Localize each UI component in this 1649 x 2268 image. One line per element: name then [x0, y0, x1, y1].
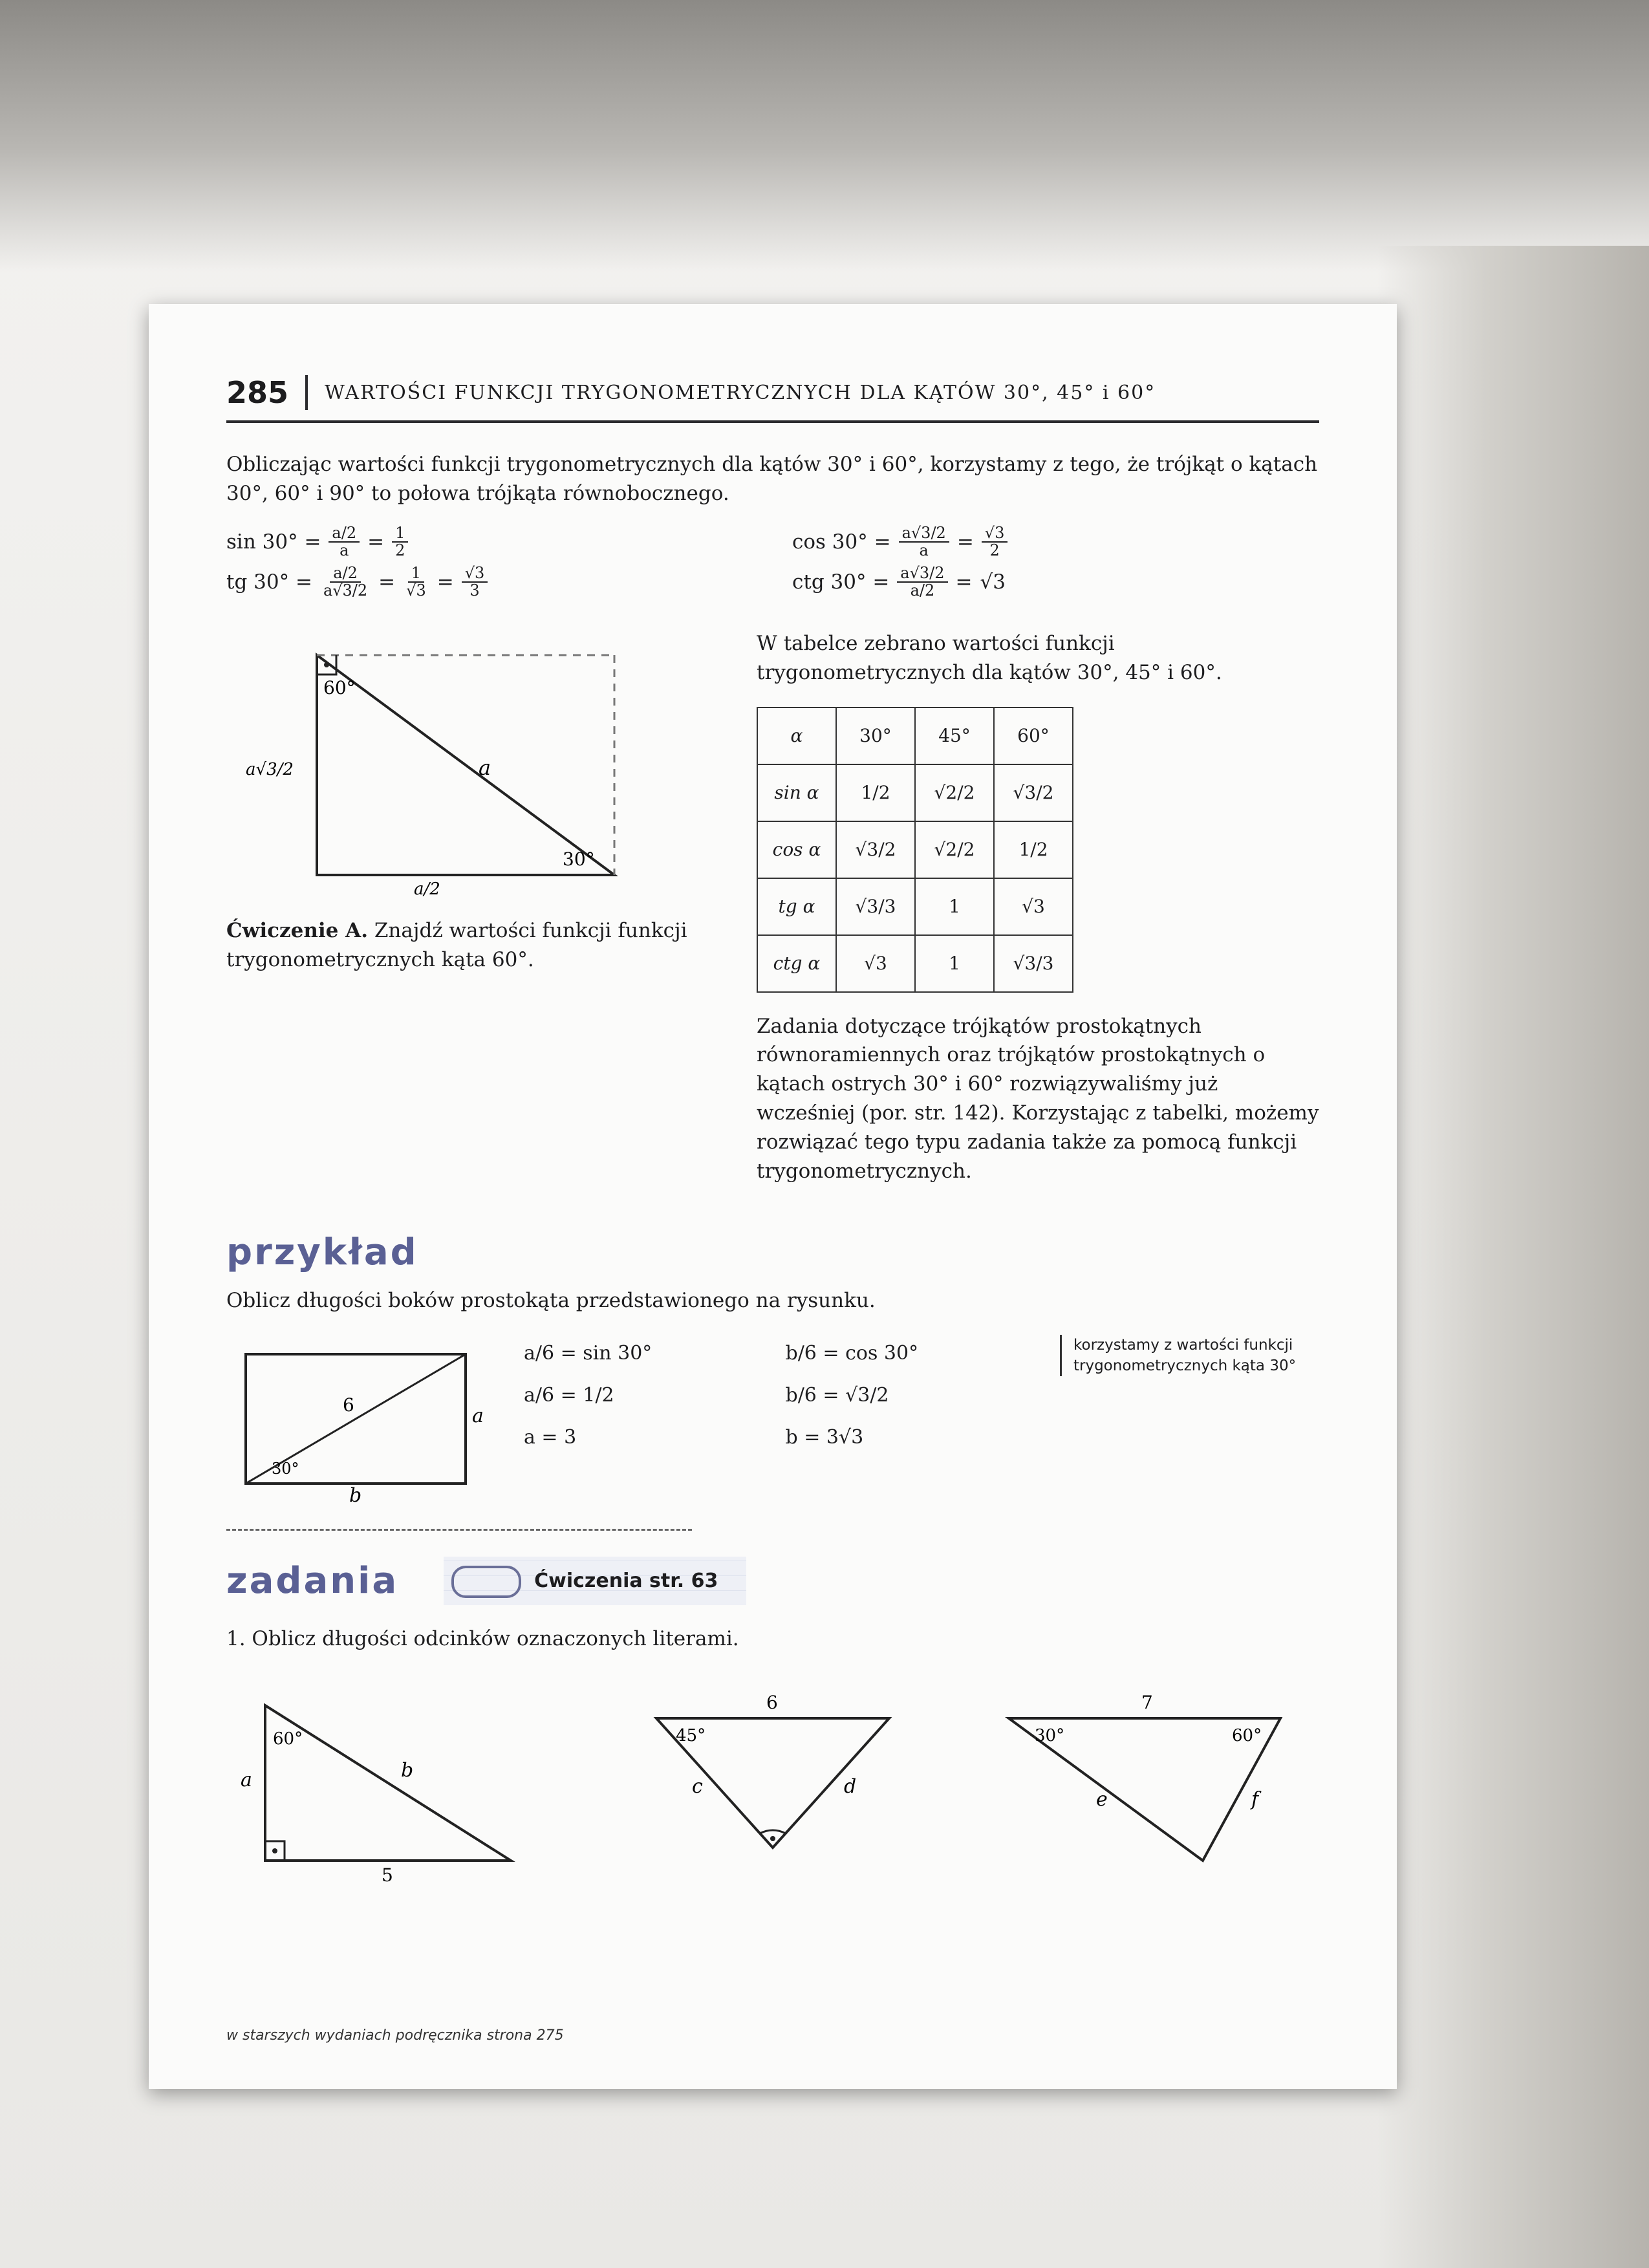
formula-sin30	[226, 525, 753, 559]
left-column	[226, 629, 718, 1187]
half-equilateral-triangle-diagram	[226, 629, 692, 901]
table-cell: √2/2	[915, 821, 994, 878]
table-row	[757, 764, 1073, 821]
table-cell: √3/2	[994, 764, 1073, 821]
equals: =	[367, 530, 385, 554]
intro-paragraph: Obliczając wartości funkcji trygonometrycznych dla kątów 30° i 60°, korzystamy z tego, że trójkąt o kątach 30°, 60° i 90° to połowa trójkąta równobocznego.	[226, 453, 1318, 505]
formula-tg30	[226, 565, 753, 599]
example-content	[226, 1335, 1319, 1503]
textbook-page	[149, 304, 1397, 2089]
triangle-and-table-section	[226, 629, 1319, 1187]
task-1: 1. Oblicz długości odcinków oznaczonych literami.	[226, 1627, 739, 1651]
exercises-reference-tag	[444, 1557, 746, 1605]
exercise-a	[226, 916, 718, 975]
triangle-3-diagram	[983, 1679, 1319, 1886]
fraction	[392, 525, 408, 559]
denominator: 2	[395, 541, 405, 560]
denominator: a	[339, 541, 349, 560]
tri2-d-label: d	[844, 1775, 857, 1798]
tri3-side-7-label: 7	[1141, 1692, 1153, 1713]
numerator: √3	[462, 565, 488, 583]
fraction	[982, 525, 1008, 559]
table-header-row	[757, 707, 1073, 764]
page-title: WARTOŚCI FUNKCJI TRYGONOMETRYCZNYCH DLA KĄTÓW 30°, 45° i 60°	[325, 381, 1156, 404]
triangle-2-diagram	[605, 1679, 941, 1886]
trig-values-table	[757, 707, 1073, 993]
fraction	[329, 525, 360, 559]
rect-diagonal: 6	[343, 1394, 354, 1416]
fraction	[320, 565, 371, 599]
rectangle-diagram	[226, 1335, 485, 1503]
table-cell: 1	[915, 878, 994, 935]
table-header-cell: 45°	[915, 707, 994, 764]
solution-step: b = 3√3	[785, 1426, 864, 1449]
tri3-e-label: e	[1096, 1788, 1108, 1811]
half-base-label: a/2	[414, 879, 440, 899]
table-cell: 1/2	[994, 821, 1073, 878]
table-cell: ctg α	[757, 935, 836, 992]
denominator: 2	[989, 541, 1000, 560]
denominator: a√3/2	[323, 581, 368, 600]
scan-shadow-top	[0, 0, 1649, 272]
table-cell: √3/3	[836, 878, 915, 935]
equals: =	[955, 570, 973, 594]
table-cell: √3/2	[836, 821, 915, 878]
numerator: 1	[408, 565, 424, 583]
fraction	[403, 565, 429, 599]
table-cell: sin α	[757, 764, 836, 821]
table-cell: √3/3	[994, 935, 1073, 992]
formula-ctg30	[792, 565, 1319, 599]
table-row	[757, 878, 1073, 935]
zadania-section-title: zadania	[226, 1560, 399, 1603]
formula-lhs: sin 30° =	[226, 530, 321, 554]
table-header-cell: α	[757, 707, 836, 764]
equals: =	[378, 570, 396, 594]
equals: =	[956, 530, 974, 554]
numerator: a/2	[330, 565, 361, 583]
table-note: Zadania dotyczące trójkątów prostokątnych równoramiennych oraz trójkątów prostokątnych o kątach ostrych 30° i 60° rozwiązywaliśmy już wcześniej (por. str. 142). Korzystając z tabelki, możemy rozwiązać tego typu zadania także za pomocą funkcji trygonometrycznych.	[757, 1014, 1319, 1183]
denominator: a	[919, 541, 929, 560]
tri1-leg-a-label: a	[241, 1769, 252, 1791]
solution-step: a = 3	[524, 1426, 577, 1449]
angle-30-label: 30°	[563, 848, 595, 870]
rect-side-a: a	[472, 1405, 484, 1428]
numerator: √3	[982, 525, 1008, 543]
table-cell: √2/2	[915, 764, 994, 821]
numerator: a√3/2	[899, 525, 949, 543]
page-header	[226, 375, 1319, 423]
tri2-c-label: c	[692, 1775, 703, 1798]
tri3-f-label: f	[1251, 1788, 1259, 1811]
task-1-triangles	[226, 1679, 1319, 1886]
table-row	[757, 935, 1073, 992]
denominator: a/2	[910, 581, 935, 600]
scan-shadow-right	[1377, 246, 1649, 2268]
fraction	[899, 525, 949, 559]
table-cell: √3	[836, 935, 915, 992]
height-label: a√3/2	[246, 759, 294, 779]
formula-lhs: ctg 30° =	[792, 570, 890, 594]
table-cell: tg α	[757, 878, 836, 935]
solution-step: b/6 = cos 30°	[785, 1342, 919, 1365]
formula-lhs: tg 30° =	[226, 570, 312, 594]
page-footer: w starszych wydaniach podręcznika strona 275	[226, 2027, 564, 2044]
dashed-separator	[226, 1529, 692, 1531]
equals: =	[436, 570, 454, 594]
right-column	[757, 629, 1319, 1187]
tri3-angle-60-label: 60°	[1232, 1726, 1262, 1745]
table-cell: cos α	[757, 821, 836, 878]
table-header-cell: 60°	[994, 707, 1073, 764]
tri1-angle-label: 60°	[273, 1729, 303, 1749]
solution-step: a/6 = sin 30°	[524, 1342, 652, 1365]
example-section-title: przykład	[226, 1231, 418, 1274]
exercise-a-text: Znajdź wartości funkcji funkcji trygonometrycznych kąta 60°.	[226, 918, 687, 971]
fraction	[462, 565, 488, 599]
denominator: 3	[469, 581, 480, 600]
tri1-hyp-label: b	[401, 1759, 414, 1782]
example-task: Oblicz długości boków prostokąta przedstawionego na rysunku.	[226, 1289, 876, 1313]
triangle-1-diagram	[226, 1679, 563, 1886]
numerator: a√3/2	[897, 565, 947, 583]
formula-lhs: cos 30° =	[792, 530, 891, 554]
table-cell: √3	[994, 878, 1073, 935]
formula-cos30	[792, 525, 1319, 559]
fraction	[897, 565, 947, 599]
example-note: korzystamy z wartości funkcji trygonometrycznych kąta 30°	[1060, 1335, 1319, 1376]
tri2-angle-label: 45°	[676, 1726, 706, 1745]
tri3-angle-30-label: 30°	[1035, 1726, 1065, 1745]
exercises-reference-text: Ćwiczenia str. 63	[534, 1570, 718, 1593]
side-a-label: a	[479, 755, 491, 780]
angle-60-label: 60°	[323, 676, 356, 698]
page-number: 285	[226, 375, 308, 410]
rect-side-b: b	[349, 1484, 362, 1504]
rect-angle: 30°	[272, 1460, 299, 1478]
table-row	[757, 821, 1073, 878]
tri1-leg-5-label: 5	[382, 1864, 393, 1886]
paperclip-icon	[451, 1566, 521, 1598]
solution-grid	[524, 1335, 1021, 1456]
solution-step: b/6 = √3/2	[785, 1384, 889, 1407]
table-header-cell: 30°	[836, 707, 915, 764]
table-cell: 1/2	[836, 764, 915, 821]
tri2-base-label: 6	[766, 1692, 778, 1713]
formulas-30	[226, 525, 1319, 599]
table-cell: 1	[915, 935, 994, 992]
numerator: a/2	[329, 525, 360, 543]
numerator: 1	[392, 525, 408, 543]
example-solution	[524, 1335, 1021, 1456]
solution-step: a/6 = 1/2	[524, 1384, 614, 1407]
zadania-header	[226, 1557, 1319, 1605]
exercise-a-label: Ćwiczenie A.	[226, 918, 369, 942]
formula-result: √3	[980, 570, 1006, 594]
denominator: √3	[406, 581, 426, 600]
table-intro: W tabelce zebrano wartości funkcji trygonometrycznych dla kątów 30°, 45° i 60°.	[757, 631, 1222, 684]
